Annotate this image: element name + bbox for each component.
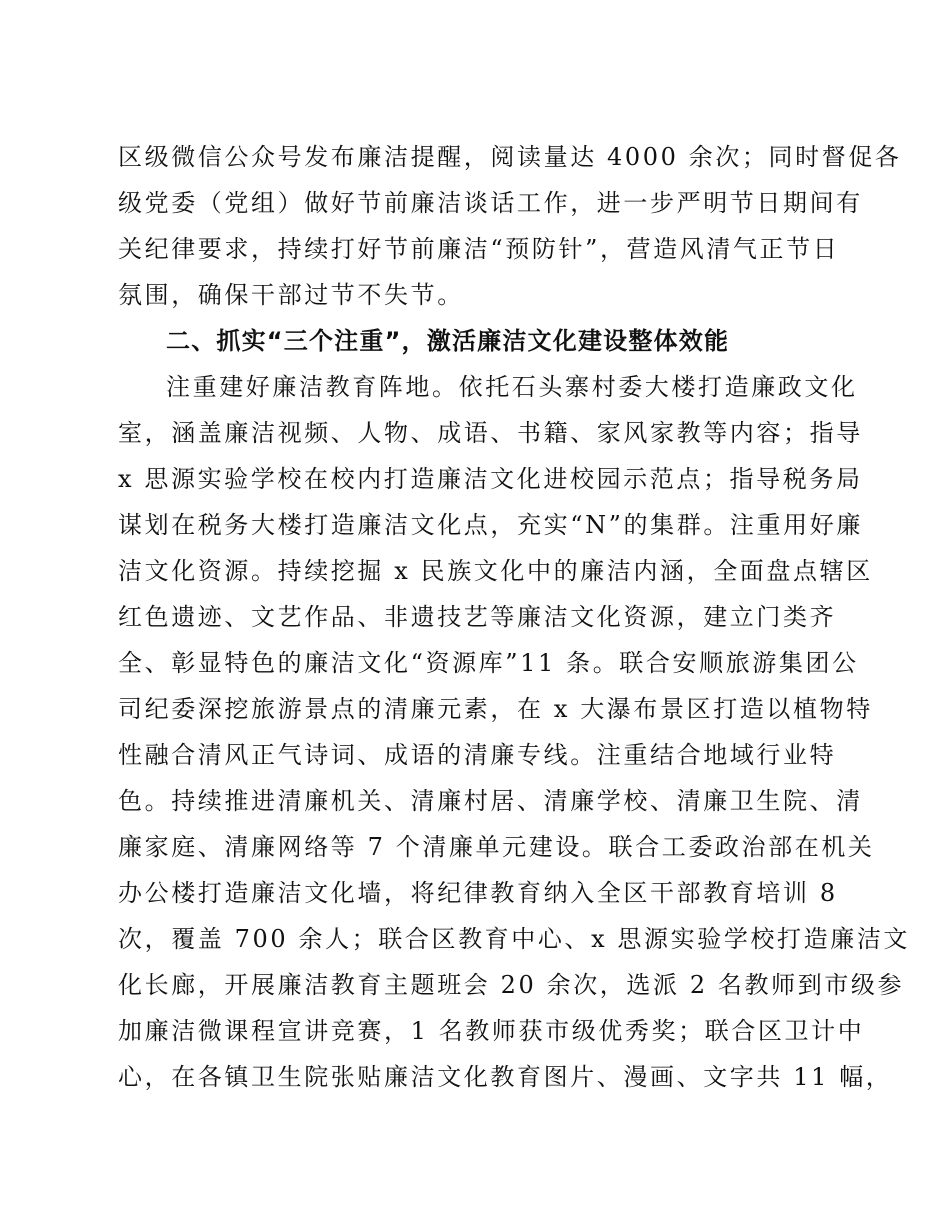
paragraph-line: 化长廊，开展廉洁教育主题班会 20 余次，选派 2 名教师到市级参 bbox=[118, 971, 905, 999]
section-heading: 二、抓实“三个注重”，激活廉洁文化建设整体效能 bbox=[166, 327, 730, 355]
paragraph-line: 氛围，确保干部过节不失节。 bbox=[118, 281, 464, 309]
paragraph-line: 廉家庭、清廉网络等 7 个清廉单元建设。联合工委政治部在机关 bbox=[118, 833, 875, 861]
paragraph-line: 全、彰显特色的廉洁文化“资源库”11 条。联合安顺旅游集团公 bbox=[118, 649, 859, 677]
paragraph-line: 次，覆盖 700 余人；联合区教育中心、x 思源实验学校打造廉洁文 bbox=[118, 925, 911, 953]
paragraph-line: x 思源实验学校在校内打造廉洁文化进校园示范点；指导税务局 bbox=[118, 465, 863, 493]
paragraph-line: 室，涵盖廉洁视频、人物、成语、书籍、家风家教等内容；指导 bbox=[118, 419, 863, 447]
paragraph-line: 性融合清风正气诗词、成语的清廉专线。注重结合地域行业特 bbox=[118, 741, 837, 769]
paragraph-line: 心，在各镇卫生院张贴廉洁文化教育图片、漫画、文字共 11 幅， bbox=[118, 1063, 893, 1091]
paragraph-line: 洁文化资源。持续挖掘 x 民族文化中的廉洁内涵，全面盘点辖区 bbox=[118, 557, 873, 585]
paragraph-line: 谋划在税务大楼打造廉洁文化点，充实“N”的集群。注重用好廉 bbox=[118, 511, 863, 539]
paragraph-line: 司纪委深挖旅游景点的清廉元素，在 x 大瀑布景区打造以植物特 bbox=[118, 695, 873, 723]
paragraph-line: 区级微信公众号发布廉洁提醒，阅读量达 4000 余次；同时督促各 bbox=[118, 143, 902, 171]
paragraph-line: 办公楼打造廉洁文化墙，将纪律教育纳入全区干部教育培训 8 bbox=[118, 879, 838, 907]
paragraph-line: 关纪律要求，持续打好节前廉洁“预防针”，营造风清气正节日 bbox=[118, 235, 840, 263]
paragraph-line: 红色遗迹、文艺作品、非遗技艺等廉洁文化资源，建立门类齐 bbox=[118, 603, 837, 631]
paragraph-line: 级党委（党组）做好节前廉洁谈话工作，进一步严明节日期间有 bbox=[118, 189, 863, 217]
paragraph-line: 注重建好廉洁教育阵地。依托石头寨村委大楼打造廉政文化 bbox=[166, 373, 858, 401]
paragraph-line: 加廉洁微课程宣讲竞赛，1 名教师获市级优秀奖；联合区卫计中 bbox=[118, 1017, 865, 1045]
paragraph-line: 色。持续推进清廉机关、清廉村居、清廉学校、清廉卫生院、清 bbox=[118, 787, 863, 815]
